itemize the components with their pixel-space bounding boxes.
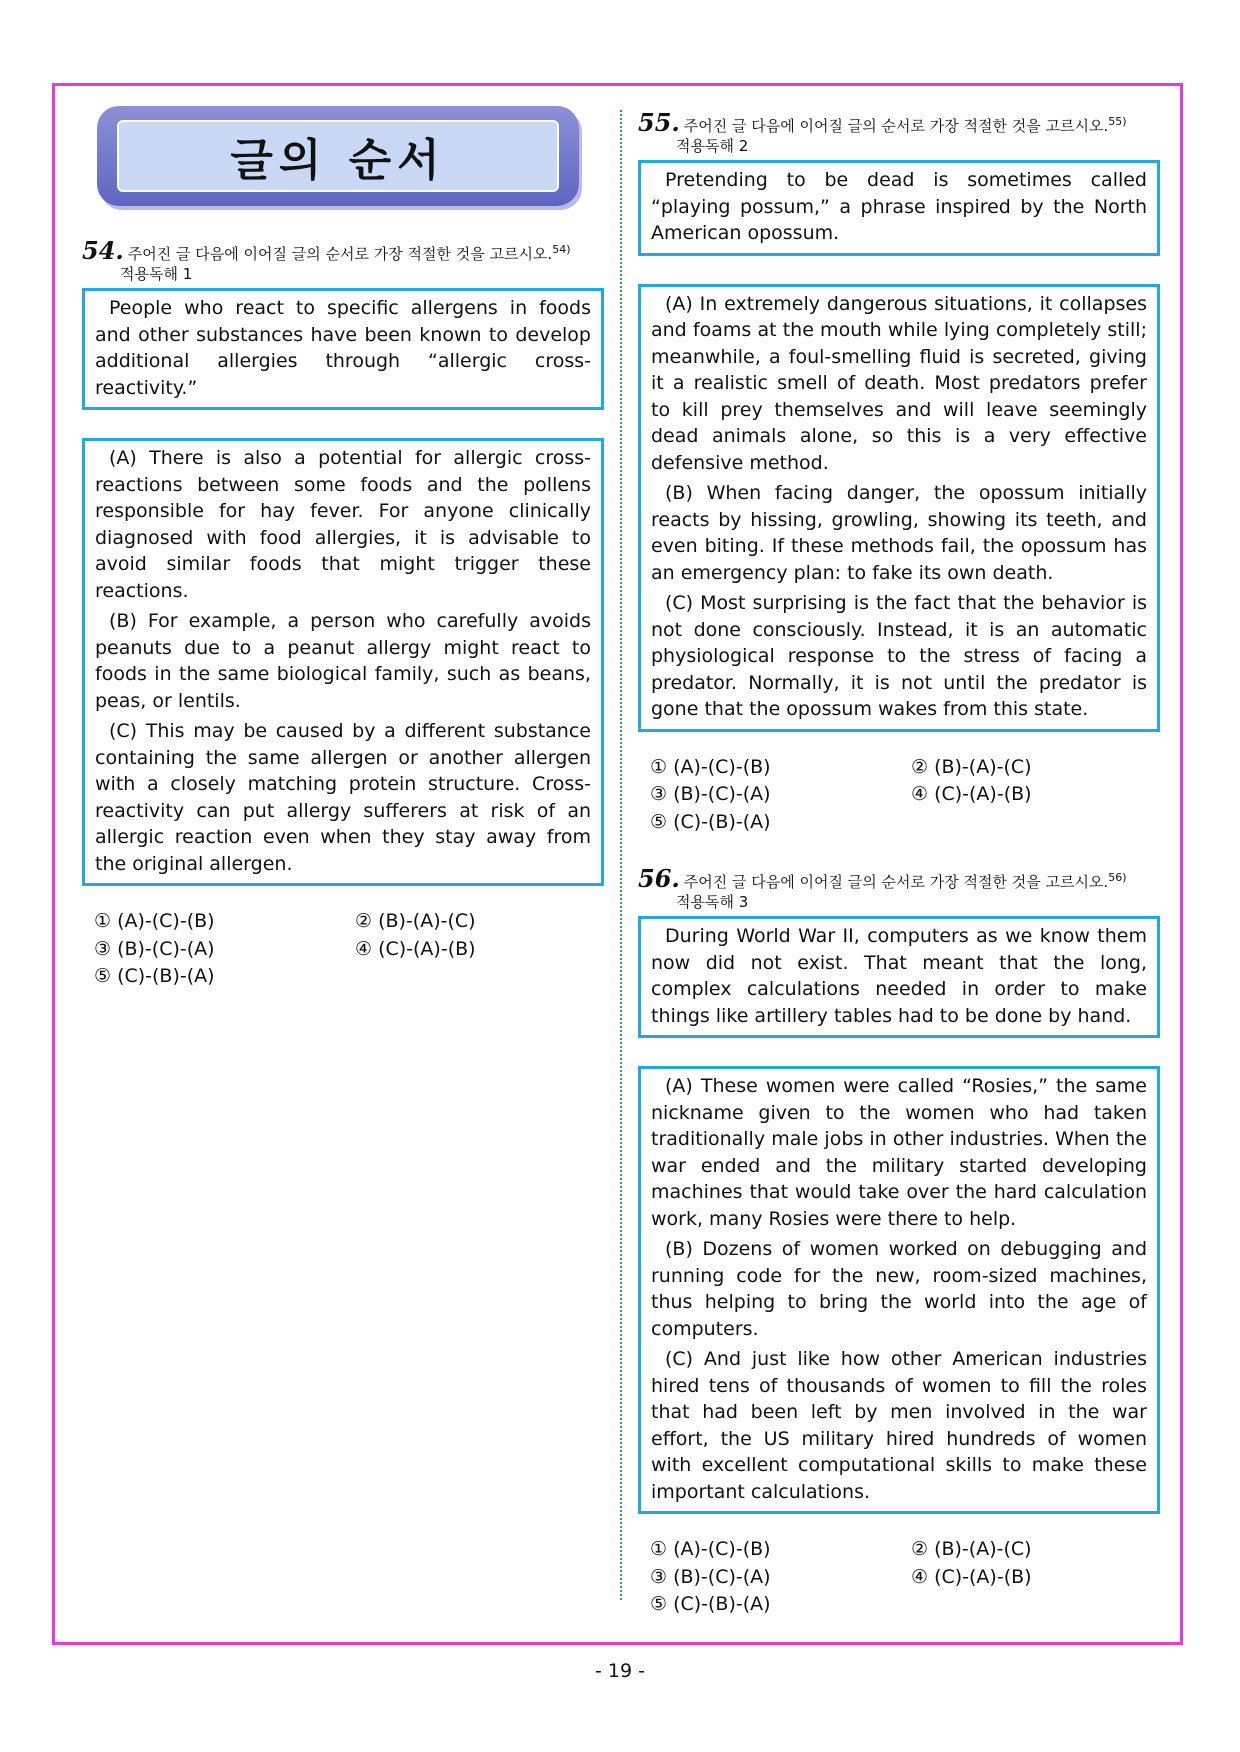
question-number: 55.	[638, 108, 680, 137]
choice-row	[638, 1591, 1160, 1619]
intro-text: Pretending to be dead is sometimes called “playing possum,” a phrase inspired by the North American opossum.	[651, 169, 1147, 244]
choice-4[interactable]: ④ (C)-(A)-(B)	[911, 783, 1032, 805]
choice-row	[638, 809, 1160, 837]
passages-box	[638, 284, 1160, 732]
question-subtitle: 적용독해 2	[676, 137, 749, 155]
prompt-text: 주어진 글 다음에 이어질 글의 순서로 가장 적절한 것을 고르시오.	[683, 873, 1109, 891]
passage-b: (B) For example, a person who carefully avoids peanuts due to a peanut allergy might react to foods in the same biological family, such as beans, peas, or lentils.	[95, 610, 591, 712]
passage-c: (C) This may be caused by a different substance containing the same allergen or another allergen with a closely matching protein structure. Cross-reactivity can put allergy sufferers at risk of an allergic reaction even when they stay away from the original allergen.	[95, 720, 591, 875]
choice-row	[638, 754, 1160, 782]
passage-b: (B) Dozens of women worked on debugging and running code for the new, room-sized machines, thus helping to bring the world into the age of computers.	[651, 1238, 1147, 1340]
answer-choices	[638, 1536, 1160, 1619]
answer-choices	[82, 908, 604, 991]
question-55	[638, 108, 1160, 836]
question-prompt	[684, 112, 1127, 136]
question-56	[638, 864, 1160, 1619]
question-prompt	[684, 868, 1127, 892]
column-divider	[620, 110, 622, 1600]
passage-a: (A) There is also a potential for allergic cross-reactions between some foods and the pollens responsible for hay fever. For anyone clinically diagnosed with food allergies, it is advisable to avoid similar foods that might trigger these reactions.	[95, 447, 591, 602]
page-number: - 19 -	[595, 1660, 645, 1682]
intro-box	[638, 160, 1160, 256]
title-banner	[97, 106, 579, 206]
choice-2[interactable]: ② (B)-(A)-(C)	[911, 755, 1032, 778]
choice-4[interactable]: ④ (C)-(A)-(B)	[355, 937, 476, 960]
choice-row	[638, 1564, 1160, 1592]
passage-c: (C) And just like how other American industries hired tens of thousands of women to fill the roles that had been left by men involved in the war effort, the US military hired hundreds of women with excellent computational skills to make these important calculations.	[651, 1348, 1147, 1503]
choice-1[interactable]: ① (A)-(C)-(B)	[94, 910, 215, 932]
passage-a: (A) In extremely dangerous situations, it collapses and foams at the mouth while lying completely still; meanwhile, a foul-smelling fluid is secreted, giving it a realistic smell of death. Most predators prefer to kill prey themselves and will leave seemingly dead animals alone, so this is a very effective defensive method.	[651, 292, 1147, 474]
question-number: 56.	[638, 864, 680, 893]
prompt-text: 주어진 글 다음에 이어질 글의 순서로 가장 적절한 것을 고르시오.	[127, 245, 553, 263]
choice-5[interactable]: ⑤ (C)-(B)-(A)	[94, 965, 215, 987]
choice-2[interactable]: ② (B)-(A)-(C)	[355, 910, 476, 932]
passage-c: (C) Most surprising is the fact that the behavior is not done consciously. Instead, it is an automatic physiological response to the stress of facing a predator. Normally, it is not until the predator is gone that the opossum wakes from this state.	[651, 592, 1147, 720]
passages-box	[638, 1066, 1160, 1514]
answer-choices	[638, 754, 1160, 837]
choice-row	[638, 781, 1160, 809]
choice-row	[82, 908, 604, 936]
choice-1[interactable]: ① (A)-(C)-(B)	[650, 1538, 771, 1560]
choice-4[interactable]: ④ (C)-(A)-(B)	[911, 1565, 1032, 1588]
right-column	[638, 108, 1160, 1619]
question-subtitle: 적용독해 3	[676, 893, 749, 911]
choice-3[interactable]: ③ (B)-(C)-(A)	[650, 1565, 771, 1588]
page-title: 글의 순서	[230, 135, 446, 186]
choice-5[interactable]: ⑤ (C)-(B)-(A)	[650, 1593, 771, 1615]
left-column	[82, 106, 604, 991]
intro-box	[82, 288, 604, 410]
choice-3[interactable]: ③ (B)-(C)-(A)	[94, 937, 215, 960]
intro-text: During World War II, computers as we know them now did not exist. That meant that the long, complex calculations needed in order to make things like artillery tables had to be done by hand.	[651, 925, 1147, 1027]
choice-3[interactable]: ③ (B)-(C)-(A)	[650, 783, 771, 805]
intro-box	[638, 916, 1160, 1038]
choice-5[interactable]: ⑤ (C)-(B)-(A)	[650, 810, 771, 833]
question-header	[638, 108, 1160, 137]
title-inner	[117, 120, 559, 192]
question-subtitle: 적용독해 1	[120, 265, 193, 283]
intro-text: People who react to specific allergens in foods and other substances have been known to develop additional allergies through “allergic cross-reactivity.”	[95, 297, 591, 399]
footnote-mark: 55)	[1108, 115, 1127, 128]
choice-row	[82, 936, 604, 964]
choice-2[interactable]: ② (B)-(A)-(C)	[911, 1538, 1032, 1560]
question-header	[638, 864, 1160, 893]
passage-a: (A) These women were called “Rosies,” the same nickname given to the women who had taken traditionally male jobs in other industries. When the war ended and the military started developing machines that would take over the hard calculation work, many Rosies were there to help.	[651, 1075, 1147, 1230]
choice-row	[638, 1536, 1160, 1564]
question-prompt	[128, 240, 571, 264]
prompt-text: 주어진 글 다음에 이어질 글의 순서로 가장 적절한 것을 고르시오.	[683, 117, 1109, 135]
question-number: 54.	[82, 236, 124, 265]
passages-box	[82, 438, 604, 886]
choice-1[interactable]: ① (A)-(C)-(B)	[650, 755, 771, 778]
choice-row	[82, 963, 604, 991]
footnote-mark: 54)	[552, 243, 571, 256]
question-header	[82, 236, 604, 265]
question-54	[82, 236, 604, 991]
footnote-mark: 56)	[1108, 871, 1127, 884]
passage-b: (B) When facing danger, the opossum initially reacts by hissing, growling, showing its teeth, and even biting. If these methods fail, the opossum has an emergency plan: to fake its own death.	[651, 482, 1147, 584]
